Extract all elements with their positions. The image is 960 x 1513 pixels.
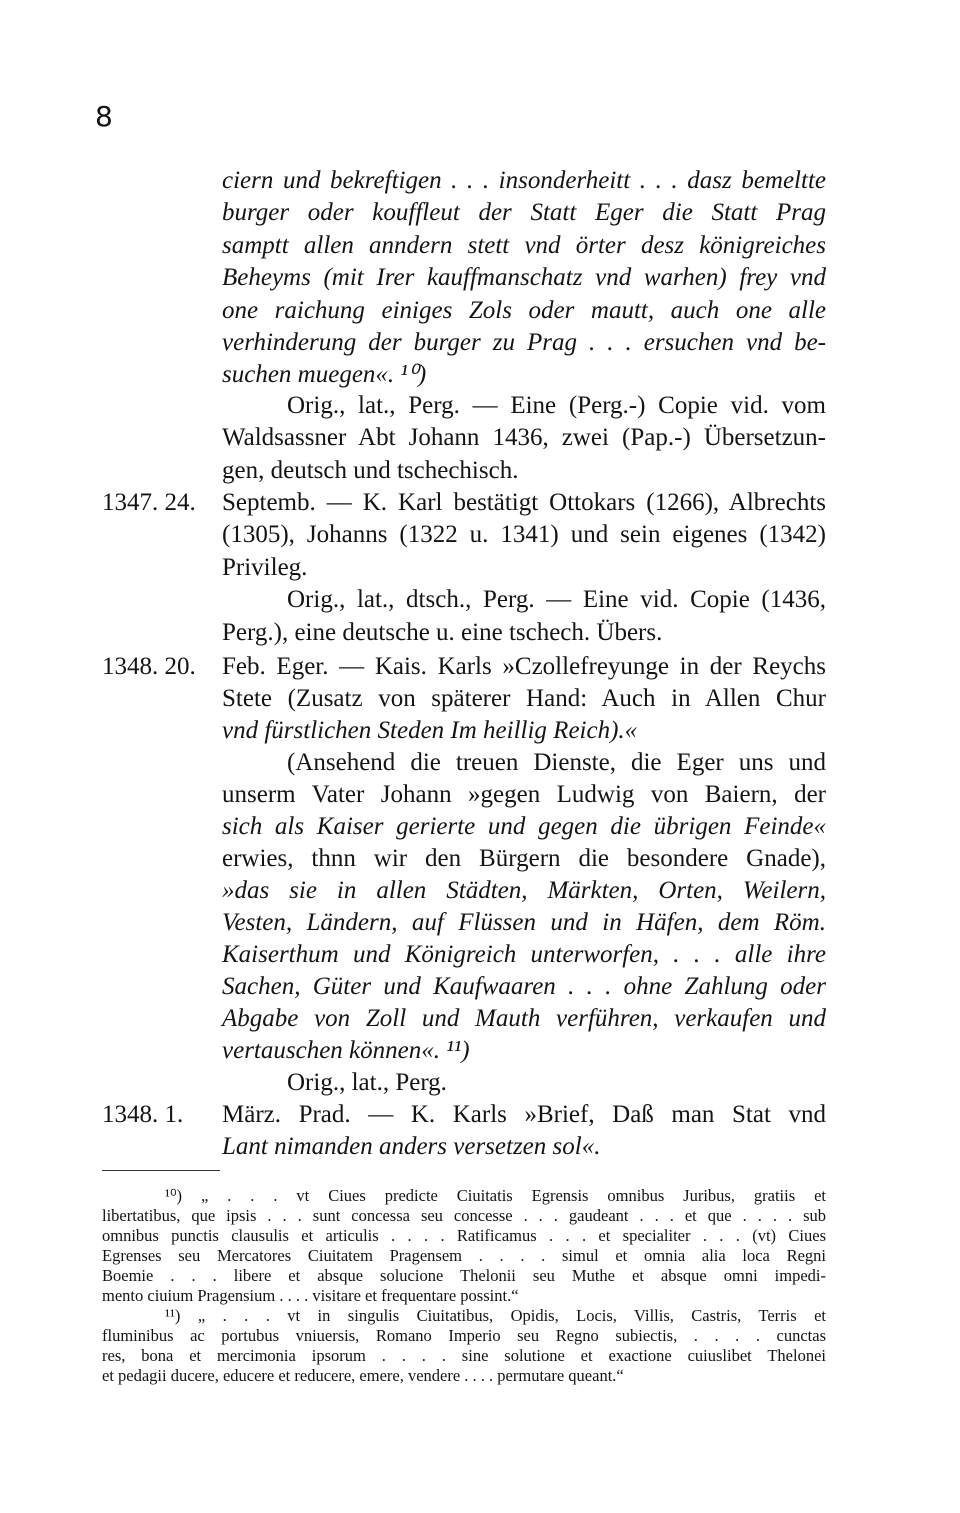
footnote-line: mento ciuium Pragensium . . . . visitare et frequentare possint.“: [102, 1286, 519, 1305]
text-line: suchen muegen«. ¹⁰): [222, 361, 427, 388]
text-line: Stete (Zusatz von späterer Hand: Auch in Allen Chur: [222, 685, 826, 712]
entry-date: 1348. 20.: [102, 653, 196, 680]
text-line: erwies, thnn wir den Bürgern die besondere Gnade),: [222, 845, 826, 872]
footnote-line: Egrenses seu Mercatores Ciuitatem Pragensem . . . . simul et omnia alia loca Regni: [102, 1246, 826, 1265]
text-line: Orig., lat., dtsch., Perg. — Eine vid. Copie (1436,: [287, 586, 826, 613]
text-line: Orig., lat., Perg.: [287, 1069, 447, 1096]
footnote-rule: [102, 1170, 220, 1171]
text-line: Perg.), eine deutsche u. eine tschech. Übers.: [222, 619, 663, 646]
text-line: März. Prad. — K. Karls »Brief, Daß man Stat vnd: [222, 1101, 826, 1128]
text-line: vnd fürstlichen Steden Im heillig Reich).«: [222, 717, 638, 744]
text-line: unserm Vater Johann »gegen Ludwig von Baiern, der: [222, 781, 826, 808]
entry-date: 1347. 24.: [102, 489, 196, 516]
text-line: Lant nimanden anders versetzen sol«.: [222, 1133, 601, 1160]
footnote-line: fluminibus ac portubus vniuersis, Romano Imperio seu Regno subiectis, . . . . cunctas: [102, 1326, 826, 1345]
text-line: Beheyms (mit Irer kauffmanschatz vnd warhen) frey vnd: [222, 264, 826, 291]
text-line: Feb. Eger. — Kais. Karls »Czollefreyunge in der Reychs: [222, 653, 826, 680]
footnote-line: omnibus punctis clausulis et articulis . . . . Ratificamus . . . et specialiter . . . (vt) Ciues: [102, 1226, 826, 1245]
text-line: Vesten, Ländern, auf Flüssen und in Häfen, dem Röm.: [222, 909, 826, 936]
footnote-line: ¹⁰) „ . . . vt Ciues predicte Ciuitatis Egrensis omnibus Juribus, gratiis et: [165, 1186, 826, 1205]
text-line: samptt allen anndern stett vnd örter desz königreiches: [222, 232, 826, 259]
text-line: Abgabe von Zoll und Mauth verführen, verkaufen und: [222, 1005, 826, 1032]
text-line: vertauschen können«. ¹¹): [222, 1037, 470, 1064]
text-line: Septemb. — K. Karl bestätigt Ottokars (1266), Albrechts: [222, 489, 826, 516]
footnote-line: ¹¹) „ . . . vt in singulis Ciuitatibus, Opidis, Locis, Villis, Castris, Terris et: [165, 1306, 826, 1325]
footnote-line: libertatibus, que ipsis . . . sunt concessa seu concesse . . . gaudeant . . . et que . . . . sub: [102, 1206, 826, 1225]
page-number: 8: [95, 100, 113, 133]
footnote-line: res, bona et mercimonia ipsorum . . . . sine solutione et exactione cuiuslibet Thelonei: [102, 1346, 826, 1365]
text-line: Orig., lat., Perg. — Eine (Perg.-) Copie vid. vom: [287, 392, 826, 419]
text-line: Waldsassner Abt Johann 1436, zwei (Pap.-) Übersetzun-: [222, 424, 826, 451]
text-line: gen, deutsch und tschechisch.: [222, 457, 519, 484]
text-line: burger oder kouffleut der Statt Eger die Statt Prag: [222, 199, 826, 226]
text-line: »das sie in allen Städten, Märkten, Orten, Weilern,: [222, 877, 826, 904]
text-line: Sachen, Güter und Kaufwaaren . . . ohne Zahlung oder: [222, 973, 826, 1000]
text-line: one raichung einiges Zols oder mautt, auch one alle: [222, 297, 826, 324]
entry-date: 1348. 1.: [102, 1101, 184, 1128]
text-line: sich als Kaiser gerierte und gegen die übrigen Feinde«: [222, 813, 826, 840]
footnote-line: et pedagii ducere, educere et reducere, emere, vendere . . . . permutare queant.“: [102, 1366, 624, 1385]
text-line: Privileg.: [222, 554, 308, 581]
footnote-line: Boemie . . . libere et absque solucione Thelonii seu Muthe et absque omni impedi-: [102, 1266, 826, 1285]
text-line: verhinderung der burger zu Prag . . . ersuchen vnd be-: [222, 329, 826, 356]
text-line: (Ansehend die treuen Dienste, die Eger uns und: [287, 749, 826, 776]
text-line: ciern und bekreftigen . . . insonderheitt . . . dasz bemeltte: [222, 167, 826, 194]
text-line: (1305), Johanns (1322 u. 1341) und sein eigenes (1342): [222, 521, 826, 548]
text-line: Kaiserthum und Königreich unterworfen, . . . alle ihre: [222, 941, 826, 968]
